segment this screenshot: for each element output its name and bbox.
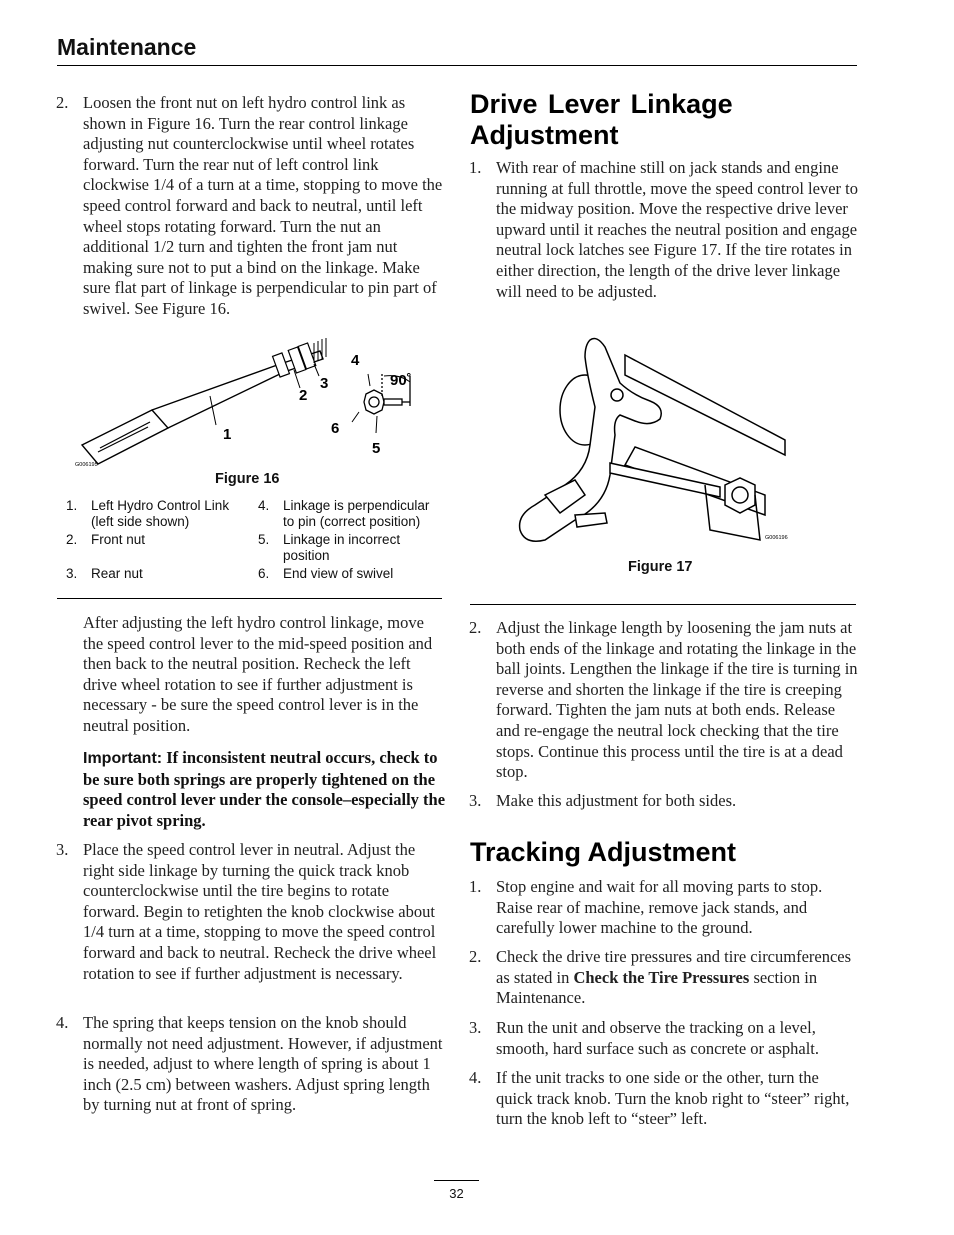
figure-17-caption: Figure 17 xyxy=(628,559,693,575)
heading-drive-lever: Drive Lever Linkage Adjustment xyxy=(470,89,733,150)
callout-6: 6 xyxy=(331,420,340,437)
figure-17-code: G006196 xyxy=(765,535,788,541)
angle-label: 90˚ xyxy=(390,372,412,389)
step-number: 2. xyxy=(56,93,69,112)
figure-17-rule xyxy=(470,604,856,605)
figure-17-illustration xyxy=(515,335,790,550)
drive-step-1: 1. With rear of machine still on jack stands and engine running at full throttle, move the speed control lever to the midway position. Move the respective drive lever upward until it reaches the neutral position and engage neutral lock latches see Figure 17. If the tire rotates in either direction, the length of the drive lever linkage will need to be adjusted. xyxy=(469,158,858,301)
figure-16-illustration xyxy=(70,330,430,475)
tracking-step-3: 3. Run the unit and observe the tracking on a level, smooth, hard surface such as concrete or asphalt. xyxy=(469,1018,820,1058)
section-header: Maintenance xyxy=(57,34,197,60)
figure-16-legend xyxy=(66,498,446,582)
legend-item: 5. Linkage in incorrect position xyxy=(258,532,401,563)
heading-tracking: Tracking Adjustment xyxy=(470,837,737,867)
tracking-step-2: 2. Check the drive tire pressures and tire circumferences as stated in Check the Tire Pressures section in Maintenance. xyxy=(469,947,852,1008)
legend-item: 6. End view of swivel xyxy=(258,566,394,581)
legend-item: 1. Left Hydro Control Link (left side shown) xyxy=(66,498,230,529)
step-text: Loosen the front nut on left hydro control link as shown in Figure 16. Turn the rear control linkage adjusting nut counterclockwise until wheel rotates forward. Turn the rear nut of left control link clockwise 1/4 of a turn at a time, stopping to move the speed control forward and back to neutral, until left wheel stops rotating forward. Turn the nut an additional 1/2 turn and tighten the front jam nut making sure not to put a bind on the linkage. Make sure flat part of linkage is perpendicular to pin part of swivel. See Figure 16. xyxy=(83,93,443,318)
figure-16-rule xyxy=(57,598,442,599)
figure-16-code: G006195 xyxy=(75,462,98,468)
legend-item: 4. Linkage is perpendicular to pin (correct position) xyxy=(258,498,430,529)
control-link-handle xyxy=(82,410,168,464)
callout-2: 2 xyxy=(299,387,308,404)
drive-step-3: 3. Make this adjustment for both sides. xyxy=(469,791,737,810)
important-note xyxy=(83,748,448,831)
callout-1: 1 xyxy=(223,426,232,443)
legend-item: 3. Rear nut xyxy=(66,566,143,581)
legend-item: 2. Front nut xyxy=(66,532,146,547)
callout-5: 5 xyxy=(372,440,381,457)
important-text: If inconsistent neutral occurs, check to be sure both springs are properly tightened on the speed control lever under the console–especially the rear pivot spring. xyxy=(83,748,446,830)
drive-step-2: 2. Adjust the linkage length by loosening the jam nuts at both ends of the linkage and rotating the linkage in the ball joints. Lengthen the linkage if the tire is turning in reverse and shorten the linkage if the tire is creeping forward. Tighten the jam nuts at both ends. Release and re-engage the neutral lock checking that the tire stops. Continue this process until the tire is at a dead stop. xyxy=(469,618,858,782)
page-number: 32 xyxy=(434,1180,479,1201)
callout-4: 4 xyxy=(351,352,360,369)
callout-3: 3 xyxy=(320,375,329,392)
figure-16-caption: Figure 16 xyxy=(215,471,280,487)
important-label: Important: xyxy=(83,750,163,767)
left-step-2 xyxy=(56,93,446,320)
tracking-step-4: 4. If the unit tracks to one side or the other, turn the quick track knob. Turn the knob right to “steer” right, turn the knob left to “steer” left. xyxy=(469,1068,850,1129)
lever-pivot-hole xyxy=(611,389,623,401)
left-step-4: 4. The spring that keeps tension on the knob should normally not need adjustment. However, if adjustment is needed, adjust to where length of spring is about 1 inch (2.5 cm) between washers. Adjust spring length by turning nut at front of spring. xyxy=(56,1013,443,1115)
after-adjust-paragraph: After adjusting the left hydro control linkage, move the speed control lever to the mid-speed position and then back to the neutral position. Recheck the left drive wheel rotation to see if further adjustment is necessary - be sure the speed control lever is in the neutral position. xyxy=(83,613,433,735)
tracking-step-1: 1. Stop engine and wait for all moving parts to stop. Raise rear of machine, remove jack stands, and carefully lower machine to the ground. xyxy=(469,877,823,938)
left-step-3: 3. Place the speed control lever in neutral. Adjust the right side linkage by turning the quick track knob counterclockwise until the tire begins to rotate forward. Begin to retighten the knob clockwise about 1/4 turn at a time, stopping to move the speed control forward and back to neutral. Recheck the drive wheel rotation to see if further adjustment is necessary. xyxy=(56,840,437,983)
header-rule xyxy=(57,65,857,66)
tire-pressures-ref: Check the Tire Pressures xyxy=(573,967,750,987)
